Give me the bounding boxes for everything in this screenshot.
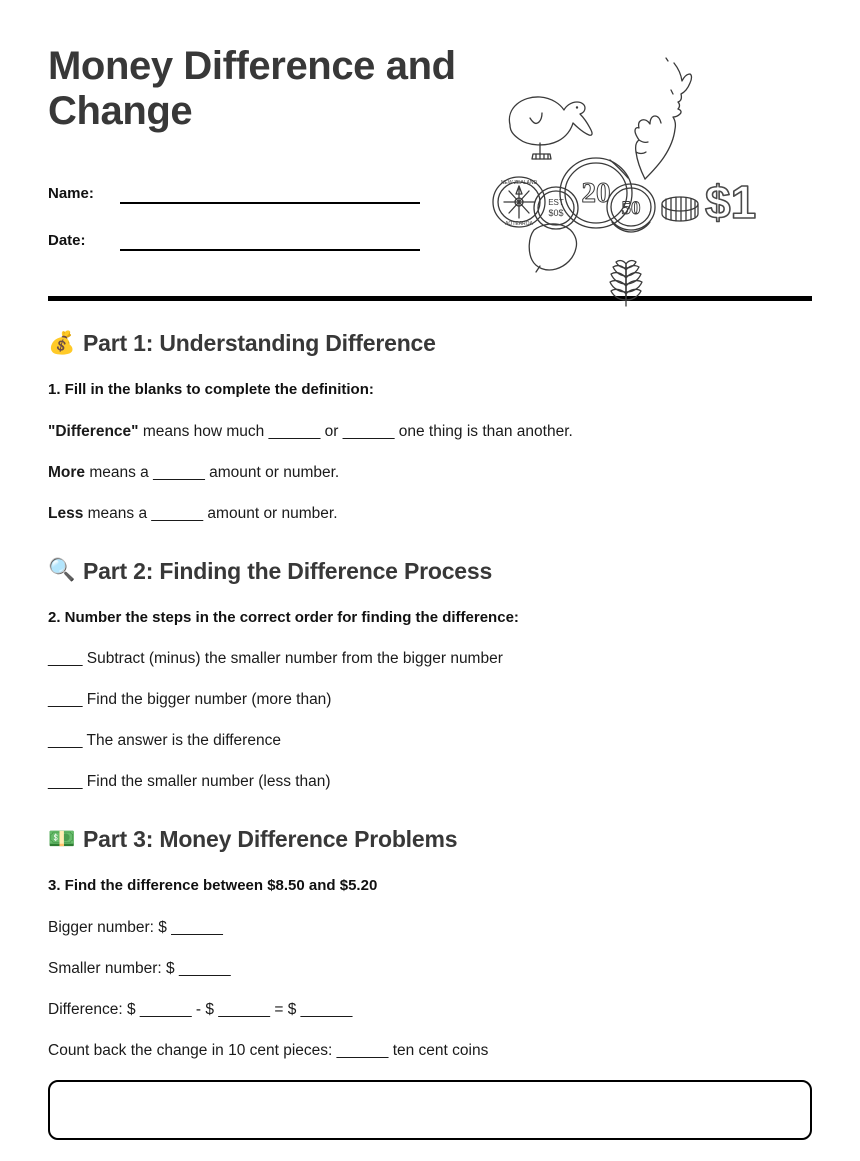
answer-line: Count back the change in 10 cent pieces: ______ ten cent coins: [48, 1041, 489, 1059]
part-1-title: Part 1: Understanding Difference: [83, 330, 436, 356]
svg-text:NEW ZEALAND: NEW ZEALAND: [500, 180, 538, 186]
part-2-heading: [48, 559, 812, 584]
definition-line: [48, 422, 812, 443]
worksheet-header: [48, 0, 812, 290]
new-zealand-map-icon: [610, 58, 692, 179]
svg-text:EST: EST: [548, 198, 564, 207]
dollar-one-text: [705, 176, 756, 228]
part-2-section: [48, 559, 812, 793]
definition-term: "Difference": [48, 422, 139, 440]
money-bag-icon: 💰: [48, 330, 76, 356]
coin-badge-icon: [534, 187, 578, 229]
student-info-block: [48, 170, 448, 251]
section-divider: [48, 296, 812, 301]
banknote-icon: 💵: [48, 826, 76, 852]
more-line: [48, 463, 812, 484]
name-row: [48, 170, 448, 204]
svg-text:50: 50: [621, 198, 641, 219]
part-2-title: Part 2: Finding the Difference Process: [83, 557, 493, 584]
page-title: Money Difference and Change: [48, 44, 456, 133]
part-3-heading: [48, 827, 812, 852]
definition-text: means how much ______ or ______ one thing is than another.: [138, 422, 573, 440]
answer-line: Smaller number: $ ______: [48, 959, 231, 977]
land-shape-icon: [529, 224, 576, 272]
coin-stack-icon: [662, 197, 698, 221]
step-item: ____ Find the smaller number (less than): [48, 773, 331, 791]
less-text: means a ______ amount or number.: [83, 504, 338, 522]
part-3-section: [48, 827, 812, 1061]
part-1-heading: [48, 331, 812, 356]
coin-50-icon: [607, 184, 655, 232]
step-item: ____ Find the bigger number (more than): [48, 691, 332, 709]
more-term: More: [48, 463, 86, 481]
svg-text:AOTEAROA: AOTEAROA: [505, 221, 533, 227]
coin-compass-icon: [493, 177, 545, 227]
question-1-prompt: 1. Fill in the blanks to complete the definition:: [48, 381, 374, 399]
step-item: ____ Subtract (minus) the smaller number from the bigger number: [48, 650, 503, 668]
svg-text:$1: $1: [705, 176, 757, 228]
less-line: [48, 504, 812, 525]
svg-text:20: 20: [581, 177, 611, 209]
answer-line: Difference: $ ______ - $ ______ = $ ______: [48, 1000, 353, 1018]
kiwi-bird-icon: [509, 97, 592, 159]
coin-20-icon: [560, 158, 632, 228]
question-3-prompt: 3. Find the difference between $8.50 and $5.20: [48, 877, 378, 895]
date-row: [48, 217, 448, 251]
answer-workspace-box[interactable]: [48, 1080, 812, 1140]
date-write-line[interactable]: [120, 248, 420, 251]
part-3-title: Part 3: Money Difference Problems: [83, 826, 458, 853]
answer-line: Bigger number: $ ______: [48, 918, 223, 936]
less-term: Less: [48, 504, 84, 522]
step-item: ____ The answer is the difference: [48, 732, 281, 750]
svg-text:$0$: $0$: [548, 208, 564, 218]
more-text: means a ______ amount or number.: [85, 463, 340, 481]
header-illustration: [492, 50, 772, 320]
part-1-section: [48, 331, 812, 525]
question-2-prompt: 2. Number the steps in the correct order for finding the difference:: [48, 608, 519, 626]
name-write-line[interactable]: [120, 201, 420, 204]
name-label: Name:: [48, 184, 94, 202]
magnifying-glass-icon: 🔍: [48, 558, 76, 584]
date-label: Date:: [48, 231, 86, 249]
